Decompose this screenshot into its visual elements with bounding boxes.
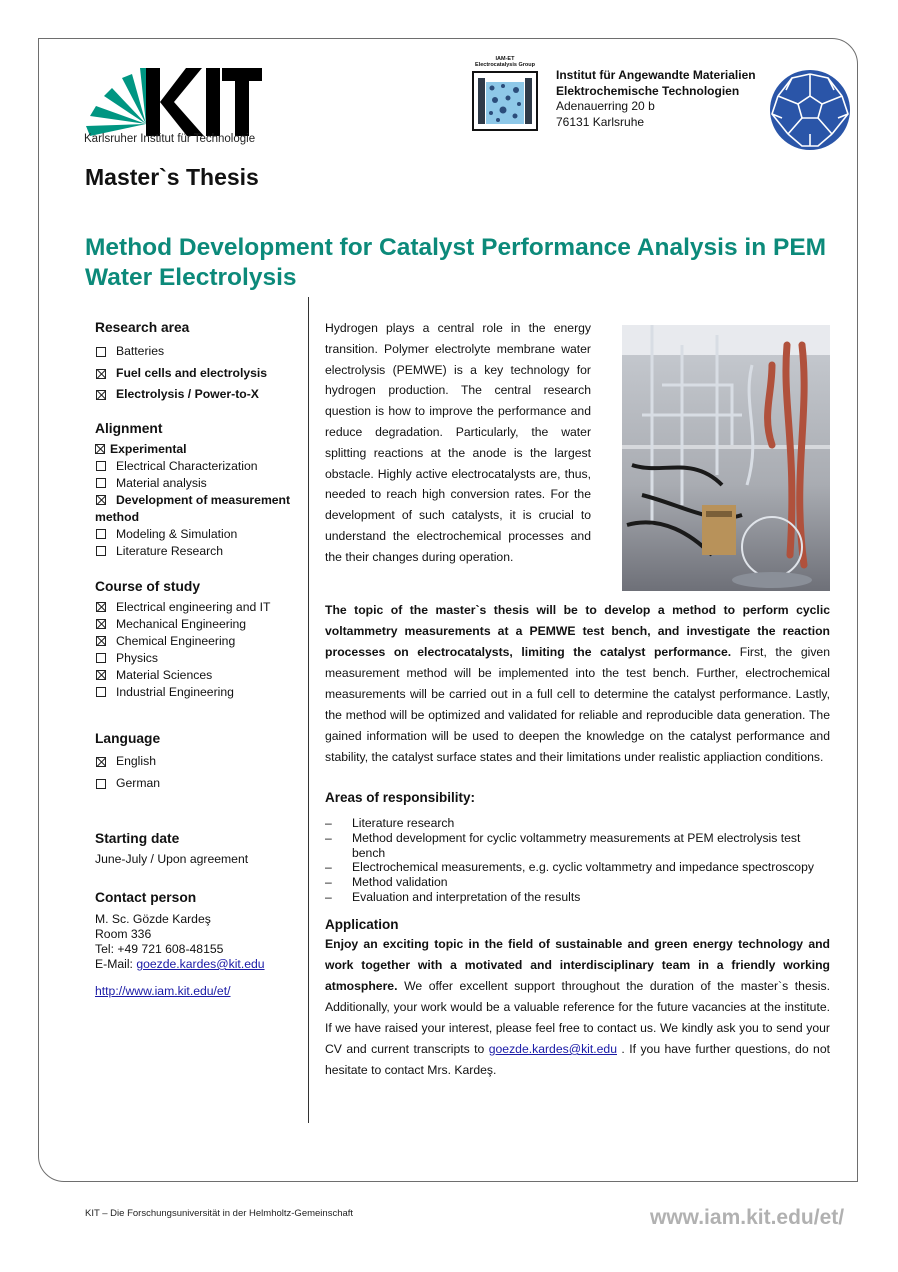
application-paragraph <box>325 934 830 1081</box>
checkbox-empty[interactable] <box>96 478 106 488</box>
column-divider <box>308 297 309 1123</box>
checkbox-row[interactable] <box>95 667 300 684</box>
course-of-study-section <box>95 579 300 701</box>
checkbox-label: Industrial Engineering <box>116 685 234 699</box>
polyhedron-logo <box>768 68 852 152</box>
contact-email-link[interactable]: goezde.kardes@kit.edu <box>136 957 265 971</box>
checkbox-row[interactable] <box>95 616 300 633</box>
research-area-section <box>95 320 300 406</box>
alignment-heading: Alignment <box>95 421 163 436</box>
checkbox-row[interactable] <box>95 599 300 616</box>
checkbox-label: Electrolysis / Power-to-X <box>116 387 259 401</box>
checkbox-row[interactable] <box>95 363 300 385</box>
checkbox-checked[interactable] <box>95 444 105 454</box>
checkbox-row[interactable] <box>95 650 300 667</box>
checkbox-checked[interactable] <box>96 636 106 646</box>
beaker-icon <box>470 68 540 132</box>
checkbox-label: Experimental <box>110 442 187 456</box>
checkbox-label: Chemical Engineering <box>116 634 236 648</box>
checkbox-label: Development of measurement method <box>95 493 291 524</box>
department-name: Elektrochemische Technologien <box>556 83 740 98</box>
checkbox-empty[interactable] <box>96 529 106 539</box>
checkbox-row[interactable] <box>95 492 300 526</box>
starting-date-section <box>95 831 300 866</box>
contact-heading: Contact person <box>95 890 197 905</box>
checkbox-checked[interactable] <box>96 495 106 505</box>
document-type: Master`s Thesis <box>85 164 259 190</box>
checkbox-label: Literature Research <box>116 544 224 558</box>
checkbox-empty[interactable] <box>96 687 106 697</box>
topic-paragraph <box>325 600 830 768</box>
list-dash: – <box>325 816 332 830</box>
research-area-heading: Research area <box>95 320 190 335</box>
checkbox-row[interactable] <box>95 684 300 701</box>
checkbox-label: Electrical engineering and IT <box>116 600 271 614</box>
responsibility-heading: Areas of responsibility: <box>325 790 476 805</box>
starting-date-heading: Starting date <box>95 831 180 846</box>
list-dash: – <box>325 889 332 904</box>
topic-bold: The topic of the master`s thesis will be to develop a method to perform cyclic voltammetry measurements at a PEMWE test bench, and investigate the reaction processes on electrocatalysts, limiting the catalyst performance. <box>325 603 830 659</box>
group-logo-line1: IAM-ET <box>495 56 515 62</box>
list-item-text: Method development for cyclic voltammetry measurements at PEM electrolysis test bench <box>352 830 801 860</box>
checkbox-label: Batteries <box>116 344 165 358</box>
footer-tagline: KIT – Die Forschungsuniversität in der Helmholtz-Gemeinschaft <box>85 1208 354 1219</box>
language-section <box>95 731 300 794</box>
checkbox-row[interactable] <box>95 384 300 406</box>
starting-date-value: June-July / Upon agreement <box>95 852 249 866</box>
checkbox-checked[interactable] <box>96 619 106 629</box>
checkbox-empty[interactable] <box>96 779 106 789</box>
checkbox-empty[interactable] <box>96 653 106 663</box>
intro-paragraph: Hydrogen plays a central role in the energy transition. Polymer electrolyte membrane water electrolysis (PEMWE) is a key technology for hydrogen production. The central research question is how to improve the performance and reduce degradation. Particularly, the water splitting reactions at the anode is the largest obstacle. Highly active electrocatalysts are, thus, needed to reach high conversion rates. For the development of such catalysts, it is crucial to understand the electrochemical processes and the their changes during operation. <box>325 321 591 564</box>
checkbox-label: Material analysis <box>116 476 207 490</box>
list-dash: – <box>325 830 332 845</box>
checkbox-row[interactable] <box>95 773 300 795</box>
application-bold: Enjoy an exciting topic in the field of sustainable and green energy technology and work together with a motivated and interdisciplinary team in a friendly working atmosphere. <box>325 937 830 993</box>
application-heading: Application <box>325 917 399 932</box>
contact-name: M. Sc. Gözde Kardeş <box>95 912 211 926</box>
checkbox-label: German <box>116 775 161 790</box>
list-item-text: Electrochemical measurements, e.g. cyclic voltammetry and impedance spectroscopy <box>352 860 814 875</box>
application-end: . If you have further questions, do not hesitate to contact Mrs. Kardeş. <box>325 1042 830 1077</box>
list-item <box>325 831 830 861</box>
test-bench-photo <box>622 325 830 591</box>
checkbox-checked[interactable] <box>96 670 106 680</box>
list-dash: – <box>325 860 332 875</box>
kit-logo-subtitle: Karlsruher Institut für Technologie <box>84 133 256 145</box>
topic-rest: First, the given measurement method will be implemented into the test bench. Further, electrochemical measurements will be carried out in a full cell to determine the catalyst performance. Lastly, the method will be optimized and validated for reliable and reproducible data generation. The gained information will be used to deepen the knowledge on the catalyst performance and stability, the catalyst surface states and their limitations under realistic appliaction conditions. <box>325 645 830 764</box>
checkbox-row[interactable] <box>95 475 300 492</box>
checkbox-empty[interactable] <box>96 461 106 471</box>
checkbox-row[interactable] <box>95 458 300 475</box>
checkbox-empty[interactable] <box>96 546 106 556</box>
city-address: 76131 Karlsruhe <box>556 114 645 129</box>
responsibility-list <box>325 816 830 905</box>
checkbox-checked[interactable] <box>96 602 106 612</box>
application-rest: We offer excellent support throughout the duration of the master`s thesis. Additionally, your work would be a valuable reference for the future vacancies at the institute. If we have raised your interest, please feel free to contact us. We kindly ask you to send your CV and current transcripts to <box>325 979 830 1056</box>
checkbox-row[interactable] <box>95 633 300 650</box>
list-item <box>325 890 830 905</box>
checkbox-label: Fuel cells and electrolysis <box>116 365 268 380</box>
list-item <box>325 816 830 831</box>
checkbox-label: Material Sciences <box>116 668 213 682</box>
street-address: Adenauerring 20 b <box>556 99 655 113</box>
checkbox-checked[interactable] <box>96 757 106 767</box>
checkbox-row[interactable] <box>95 543 300 560</box>
alignment-section <box>95 421 300 560</box>
responsibility-section <box>325 787 830 905</box>
website-link[interactable]: http://www.iam.kit.edu/et/ <box>95 984 231 998</box>
contact-section <box>95 889 300 999</box>
institute-name: Institut für Angewandte Materialien <box>556 68 756 82</box>
checkbox-checked[interactable] <box>96 390 106 400</box>
group-logo-line2: Electrocatalysis Group <box>475 62 535 68</box>
contact-email-row <box>95 957 300 972</box>
checkbox-checked[interactable] <box>96 369 106 379</box>
footer-website: www.iam.kit.edu/et/ <box>650 1206 845 1229</box>
course-of-study-heading: Course of study <box>95 579 201 594</box>
contact-room: Room 336 <box>95 927 152 941</box>
checkbox-label: Electrical Characterization <box>116 459 258 473</box>
checkbox-row[interactable] <box>95 526 300 543</box>
checkbox-label: Physics <box>116 651 158 665</box>
list-item-text: Evaluation and interpretation of the results <box>352 889 581 904</box>
email-label: E-Mail: <box>95 957 137 971</box>
thesis-title: Method Development for Catalyst Performance Analysis in PEM Water Electrolysis <box>85 234 827 291</box>
list-item <box>325 875 830 890</box>
electrocatalysis-group-logo <box>470 56 540 134</box>
list-item-text: Method validation <box>352 875 448 890</box>
checkbox-row[interactable] <box>95 441 300 458</box>
application-email-link[interactable]: goezde.kardes@kit.edu <box>488 1042 617 1056</box>
list-item-text: Literature research <box>352 816 455 830</box>
checkbox-row[interactable] <box>95 751 300 773</box>
contact-phone: Tel: +49 721 608-48155 <box>95 942 224 956</box>
institute-address <box>556 68 756 130</box>
list-dash: – <box>325 875 332 890</box>
checkbox-row[interactable] <box>95 341 300 363</box>
checkbox-label: Mechanical Engineering <box>116 617 247 631</box>
checkbox-label: Modeling & Simulation <box>116 527 238 541</box>
checkbox-label: English <box>116 754 156 768</box>
language-heading: Language <box>95 731 161 746</box>
list-item <box>325 860 830 875</box>
checkbox-empty[interactable] <box>96 347 106 357</box>
application-section <box>325 916 830 1081</box>
